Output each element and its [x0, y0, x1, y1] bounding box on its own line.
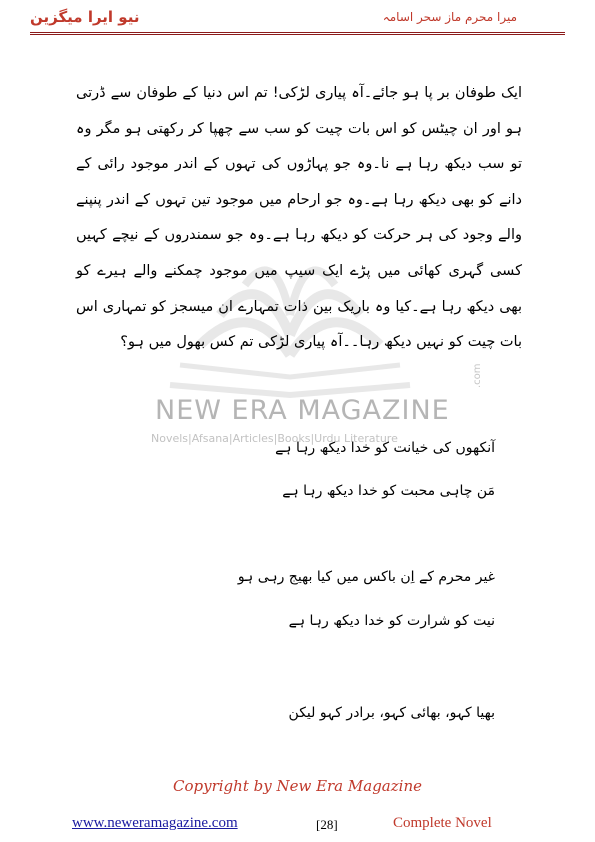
- verse-line: بھیا کہو، بھائی کہو، برادر کہو لیکن: [288, 705, 495, 721]
- header-divider: [30, 32, 565, 35]
- watermark-title: NEW ERA MAGAZINE: [155, 395, 450, 426]
- page-number: [28]: [316, 817, 338, 832]
- novel-type-label: Complete Novel: [393, 815, 492, 831]
- verse-line: مَن چاہی محبت کو خدا دیکھ رہا ہے: [282, 483, 495, 499]
- website-link[interactable]: www.neweramagazine.com: [72, 815, 238, 831]
- magazine-name: نیو ایرا میگزین: [30, 8, 140, 26]
- novel-author-title: میرا محرم ماز سحر اسامہ: [382, 10, 517, 24]
- verse-line: غیر محرم کے اِن باکس میں کیا بھیج رہی ہو: [237, 569, 495, 585]
- verse-line: آنکھوں کی خیانت کو خدا دیکھ رہا ہے: [275, 440, 495, 456]
- watermark-tagline: Novels|Afsana|Articles|Books|Urdu Literature: [151, 432, 398, 445]
- story-paragraph: ایک طوفان بر پا ہو جائے۔آہ پیاری لڑکی! تم اس دنیا کے طوفان سے ڈرتی ہو اور ان چیٹس کو اس بات چیت کو سب سے چھپا کر رکھتی ہو مگر وہ تو سب دیکھ رہا ہے نا۔وہ جو پہاڑوں کی تہوں کے اندر موجود رائی کے دانے کو بھی دیکھ رہا ہے۔وہ جو ارحام میں موجود تین تہوں کے اندر پنپنے والے وجود کی ہر حرکت کو دیکھ رہا ہے۔وہ جو سمندروں کے نیچے کہیں کسی گہری کھائی میں پڑے ایک سیپ میں موجود چمکنے والے ہیرے کو بھی دیکھ رہا ہے۔کیا وہ باریک بین ذات تمہارے ان میسجز کو تمہاری اس بات چیت کو نہیں دیکھ رہا۔۔آہ پیاری لڑکی تم کس بھول میں ہو؟: [76, 85, 522, 351]
- verse-line: نیت کو شرارت کو خدا دیکھ رہا ہے: [288, 613, 495, 629]
- copyright-notice: Copyright by New Era Magazine: [173, 777, 422, 795]
- watermark-suffix: .com: [472, 363, 483, 388]
